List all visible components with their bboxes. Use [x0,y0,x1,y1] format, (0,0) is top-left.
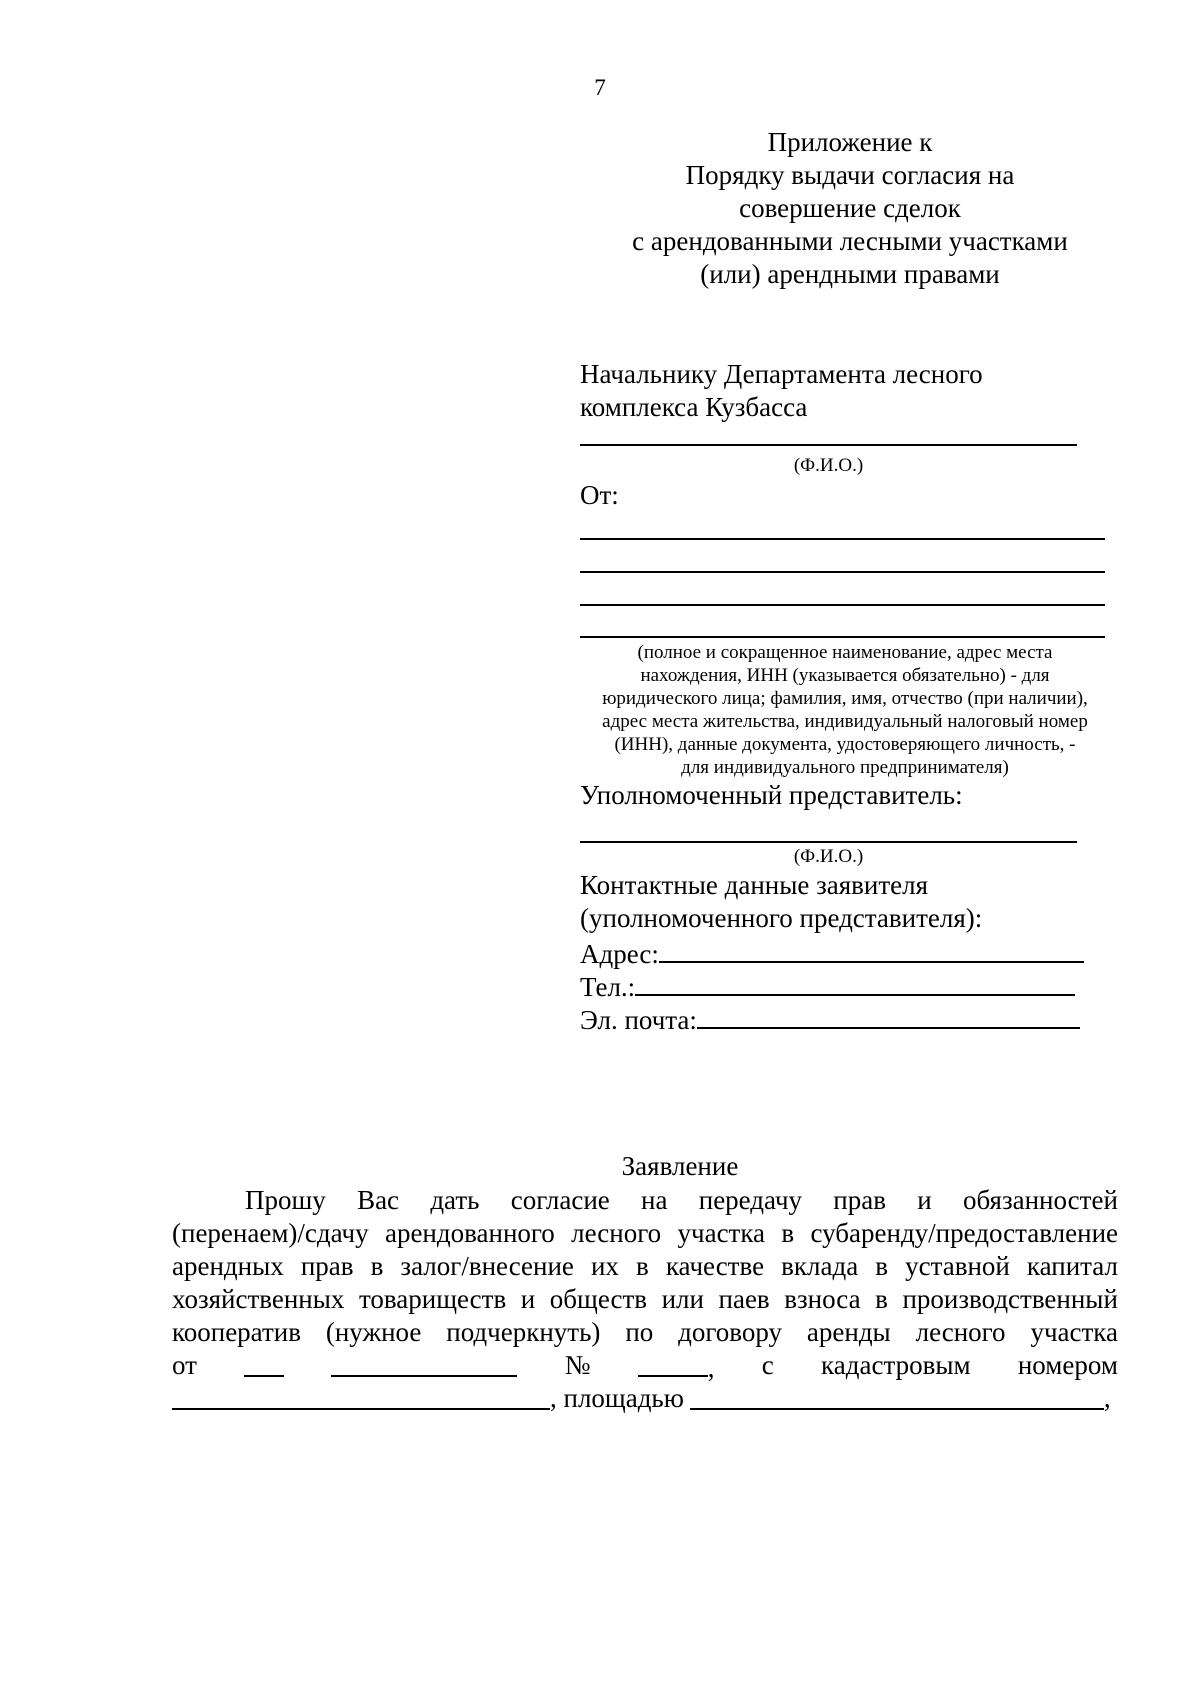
word: капитал [1026,1251,1118,1281]
note-line: (полное и сокращенное наименование, адрес места [637,642,1053,663]
statement-line [172,1250,1118,1283]
cadastral-number-field[interactable] [172,1382,550,1410]
addressee-line: Начальнику Департамента лесного [580,359,983,389]
appendix-line: Порядку выдачи согласия на [685,160,1015,190]
statement-title: Заявление [621,1151,739,1181]
appendix-line: (или) арендными правами [700,259,1000,289]
address-label: Адрес: [580,939,659,969]
email-row [580,1001,1084,1034]
note-line: для индивидуального предпринимателя) [681,757,1009,778]
word: дать [430,1185,480,1215]
page-number: 7 [594,75,606,100]
from-line-3[interactable] [580,604,1105,606]
word: Прошу [245,1185,326,1215]
word: по [625,1317,654,1347]
word: обязанностей [962,1185,1118,1215]
word: в [875,1284,888,1314]
word: качестве [665,1251,765,1281]
from-note [575,641,1115,779]
word: договору [678,1317,783,1347]
word: производственный [902,1284,1118,1314]
word: и [917,1185,932,1215]
word: субаренду/предоставление [810,1218,1118,1248]
cadastral-word: кадастровым [821,1350,971,1380]
word: арендных [172,1251,284,1281]
appendix-line: совершение сделок [739,193,961,223]
contacts-block [580,869,1084,1034]
word: паев [718,1284,770,1314]
word: кооператив [172,1317,301,1347]
word: или [661,1284,704,1314]
phone-field[interactable] [635,968,1075,996]
address-field[interactable] [659,935,1084,963]
word: лесного [571,1218,662,1248]
statement-body [172,1184,1118,1415]
word: хозяйственных [172,1284,345,1314]
comma: , [707,1353,715,1383]
contract-day-field[interactable] [244,1349,284,1377]
word: лесного [915,1317,1006,1347]
word: в [636,1251,649,1281]
addressee-fio-line[interactable] [580,444,1077,446]
word: взноса [784,1284,861,1314]
area-label: , площадью [550,1383,684,1413]
word: на [641,1185,668,1215]
addressee-fio-caption: (Ф.И.О.) [793,455,864,476]
word: (нужное [325,1317,422,1347]
with-word: с [761,1350,774,1380]
word: в [370,1251,384,1281]
contract-date-field[interactable] [331,1349,517,1377]
note-line: (ИНН), данные документа, удостоверяющего личность, - [614,734,1076,755]
word: в [875,1251,889,1281]
from-line-4[interactable] [580,636,1105,638]
from-label: От: [580,480,619,510]
statement-line [172,1283,1118,1316]
addressee [580,358,983,424]
end-comma: , [1103,1383,1111,1413]
statement-line [172,1316,1118,1349]
from-date-word: от [172,1350,197,1380]
word: Вас [357,1185,400,1215]
email-label: Эл. почта: [580,1005,697,1035]
word: участка [1030,1317,1118,1347]
email-field[interactable] [697,1001,1080,1029]
contract-number-field[interactable] [638,1349,708,1377]
representative-fio-line[interactable] [580,841,1077,843]
addressee-line: комплекса Кузбасса [580,392,808,422]
word: подчеркнуть) [446,1317,601,1347]
word: аренды [806,1317,891,1347]
representative-label: Уполномоченный представитель: [580,780,963,810]
word: уставной [905,1251,1010,1281]
number-sign: № [564,1350,591,1380]
word: прав [300,1251,354,1281]
word: прав [833,1185,886,1215]
word: товариществ [358,1284,507,1314]
statement-line [172,1184,1118,1217]
word: арендованного [384,1218,555,1248]
statement-line [172,1349,1118,1382]
note-line: адрес места жительства, индивидуальный налоговый номер [602,711,1088,732]
area-field[interactable] [690,1382,1104,1410]
word: обществ [549,1284,648,1314]
from-line-2[interactable] [580,571,1105,573]
word: их [590,1251,619,1281]
word: залог/внесение [400,1251,574,1281]
word: участка [677,1218,766,1248]
phone-row [580,968,1084,1001]
appendix-line: с арендованными лесными участками [632,226,1068,256]
from-line-1[interactable] [580,538,1105,540]
word: согласие [510,1185,610,1215]
number-word: номером [1017,1350,1118,1380]
statement-line [172,1217,1118,1250]
contacts-heading: (уполномоченного представителя): [580,903,983,933]
phone-label: Тел.: [580,972,636,1002]
appendix-line: Приложение к [767,127,933,157]
statement-line [172,1382,1118,1415]
word: вклада [781,1251,859,1281]
appendix-heading [600,126,1100,291]
address-row [580,935,1084,968]
word: в [781,1218,795,1248]
contacts-heading: Контактные данные заявителя [580,870,929,900]
word: (перенаем)/сдачу [172,1218,369,1248]
word: передачу [698,1185,803,1215]
note-line: юридического лица; фамилия, имя, отчество (при наличии), [602,688,1088,709]
note-line: нахождения, ИНН (указывается обязательно) - для [640,665,1050,686]
word: и [520,1284,536,1314]
representative-fio-caption: (Ф.И.О.) [793,846,864,867]
